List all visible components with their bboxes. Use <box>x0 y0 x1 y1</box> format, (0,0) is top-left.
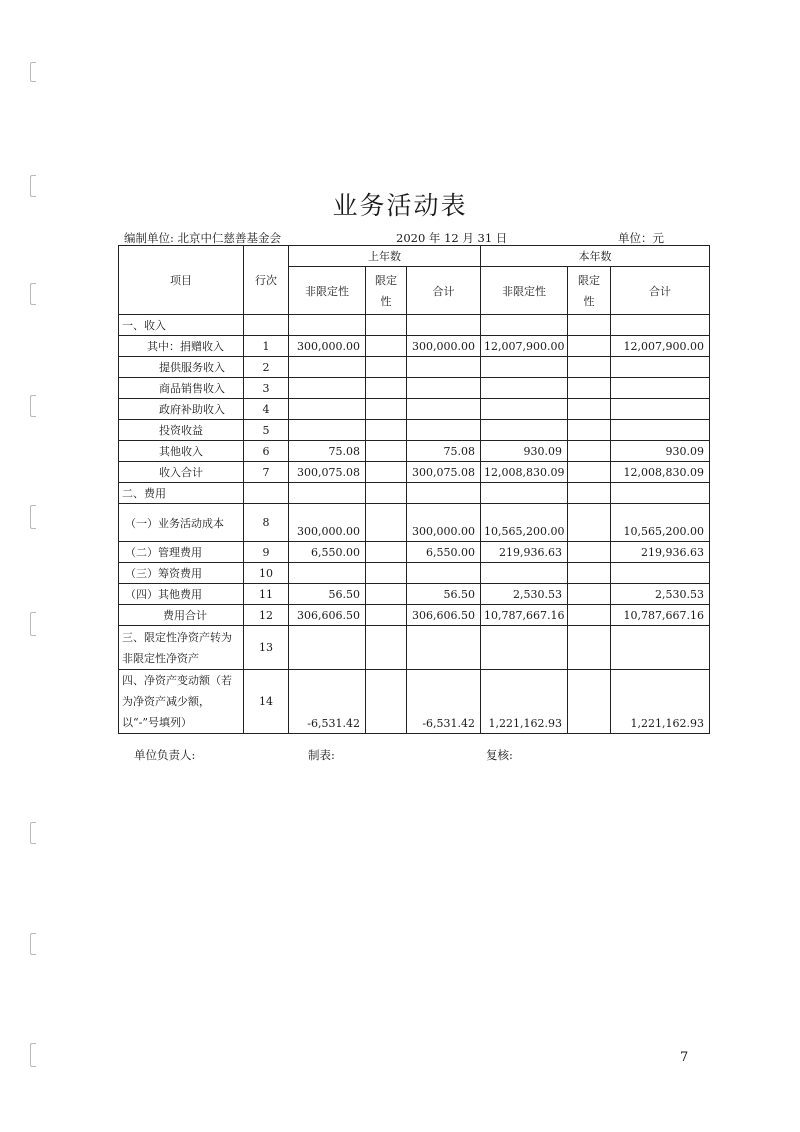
page-number: 7 <box>680 1050 689 1065</box>
table-row: 提供服务收入 2 <box>119 357 710 378</box>
reporting-unit: 编制单位: 北京中仁慈善基金会 <box>124 231 282 245</box>
row-item: 提供服务收入 <box>119 357 244 378</box>
row-item: 二、费用 <box>119 483 244 504</box>
table-row: 三、限定性净资产转为非限定性净资产 13 <box>119 626 710 670</box>
row-item: 政府补助收入 <box>119 399 244 420</box>
row-item: 投资收益 <box>119 420 244 441</box>
signature-head: 单位负责人: <box>134 748 196 762</box>
activity-statement-table <box>118 245 710 734</box>
binder-hole <box>30 1043 36 1067</box>
binder-hole <box>30 283 36 305</box>
row-item: 其中：捐赠收入 <box>119 336 244 357</box>
col-header-restricted: 限定 性 <box>568 267 611 315</box>
col-header-line: 行次 <box>244 246 289 315</box>
table-row: （二）管理费用 9 6,550.00 6,550.00 219,936.63 219,936.63 <box>119 542 710 563</box>
currency-unit: 单位：元 <box>618 231 664 245</box>
binder-hole <box>30 612 36 636</box>
table-row: （三）筹资费用 10 <box>119 563 710 584</box>
table-row: （一）业务活动成本 8 300,000.00 300,000.00 10,565,200.00 10,565,200.00 <box>119 504 710 542</box>
row-item: （二）管理费用 <box>119 542 244 563</box>
binder-hole <box>30 62 36 82</box>
table-row: 其中：捐赠收入 1 300,000.00 300,000.00 12,007,900.00 12,007,900.00 <box>119 336 710 357</box>
col-header-curr-year: 本年数 <box>481 246 710 267</box>
table-row: 商品销售收入 3 <box>119 378 710 399</box>
binder-hole <box>30 933 36 955</box>
col-header-total: 合计 <box>611 267 710 315</box>
table-row: 投资收益 5 <box>119 420 710 441</box>
page-title: 业务活动表 <box>332 191 468 220</box>
report-date: 2020 年 12 月 31 日 <box>396 231 508 245</box>
binder-hole <box>30 395 36 417</box>
signature-reviewer: 复核: <box>486 748 513 762</box>
col-header-prev-year: 上年数 <box>289 246 481 267</box>
table-row: 四、净资产变动额（若为净资产减少额，以“-”号填列） 14 -6,531.42 -6,531.42 1,221,162.93 1,221,162.93 <box>119 670 710 734</box>
table-row: 费用合计 12 306,606.50 306,606.50 10,787,667.16 10,787,667.16 <box>119 605 710 626</box>
binder-hole <box>30 505 36 529</box>
row-item: 四、净资产变动额（若为净资产减少额，以“-”号填列） <box>119 670 244 734</box>
row-item: （三）筹资费用 <box>119 563 244 584</box>
table-row: 其他收入 6 75.08 75.08 930.09 930.09 <box>119 441 710 462</box>
row-item: （四）其他费用 <box>119 584 244 605</box>
table-row: 收入合计 7 300,075.08 300,075.08 12,008,830.09 12,008,830.09 <box>119 462 710 483</box>
table-row: （四）其他费用 11 56.50 56.50 2,530.53 2,530.53 <box>119 584 710 605</box>
row-item: 三、限定性净资产转为非限定性净资产 <box>119 626 244 670</box>
table-row <box>119 315 710 336</box>
row-item: 收入合计 <box>119 462 244 483</box>
table-row: 政府补助收入 4 <box>119 399 710 420</box>
row-item: 其他收入 <box>119 441 244 462</box>
row-item: （一）业务活动成本 <box>119 504 244 542</box>
col-header-unrestricted: 非限定性 <box>289 267 366 315</box>
binder-hole <box>30 822 36 844</box>
row-item: 一、收入 <box>119 315 244 336</box>
row-item: 商品销售收入 <box>119 378 244 399</box>
col-header-total: 合计 <box>407 267 481 315</box>
col-header-restricted: 限定 性 <box>366 267 407 315</box>
col-header-unrestricted: 非限定性 <box>481 267 568 315</box>
signature-preparer: 制表: <box>308 748 335 762</box>
row-item: 费用合计 <box>119 605 244 626</box>
table-row <box>119 483 710 504</box>
col-header-item: 项目 <box>119 246 244 315</box>
